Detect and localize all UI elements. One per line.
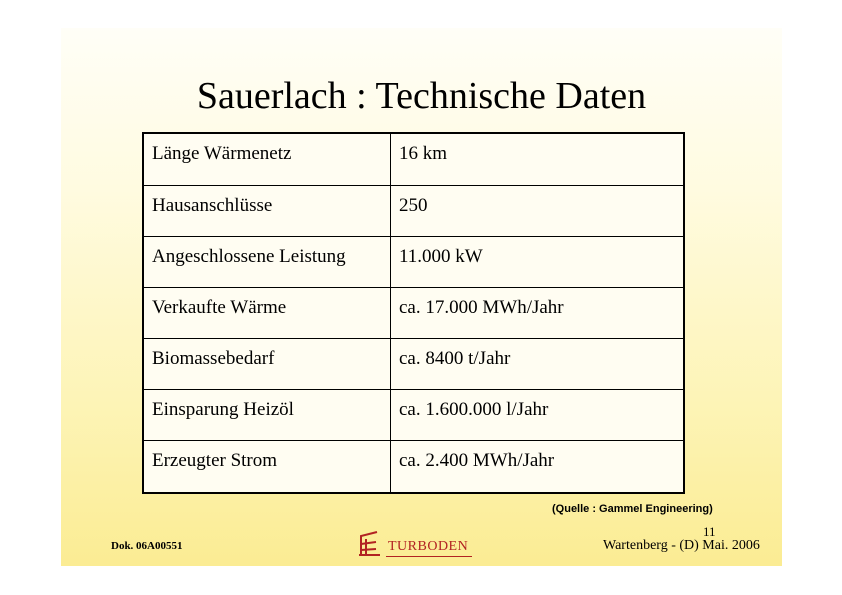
row-value: 11.000 kW [391,236,685,287]
row-label: Einsparung Heizöl [143,390,391,441]
row-label: Hausanschlüsse [143,185,391,236]
page-number: 11 [703,524,716,539]
table-row [143,441,684,493]
row-label: Erzeugter Strom [143,441,391,493]
source-note: (Quelle : Gammel Engineering) [552,503,713,515]
row-value: 16 km [391,133,685,185]
table-row [143,390,684,441]
turboden-logo-icon [358,530,382,556]
table-row [143,236,684,287]
table-row [143,185,684,236]
row-value: ca. 1.600.000 l/Jahr [391,390,685,441]
row-label: Angeschlossene Leistung [143,236,391,287]
slide [61,28,782,566]
document-id: Dok. 06A00551 [111,540,183,552]
row-value: ca. 17.000 MWh/Jahr [391,287,685,338]
row-value: 250 [391,185,685,236]
row-value: ca. 8400 t/Jahr [391,339,685,390]
row-label: Biomassebedarf [143,339,391,390]
row-value: ca. 2.400 MWh/Jahr [391,441,685,493]
table-row [143,133,684,185]
technical-data-table [142,132,685,494]
logo-text: TURBODEN [388,539,469,554]
slide-title: Sauerlach : Technische Daten [196,75,647,117]
table-row [143,339,684,390]
row-label: Verkaufte Wärme [143,287,391,338]
logo-underline [386,556,472,557]
row-label: Länge Wärmenetz [143,133,391,185]
table-row [143,287,684,338]
turboden-logo [358,530,478,558]
footer-location-date: Wartenberg - (D) Mai. 2006 [603,538,760,553]
